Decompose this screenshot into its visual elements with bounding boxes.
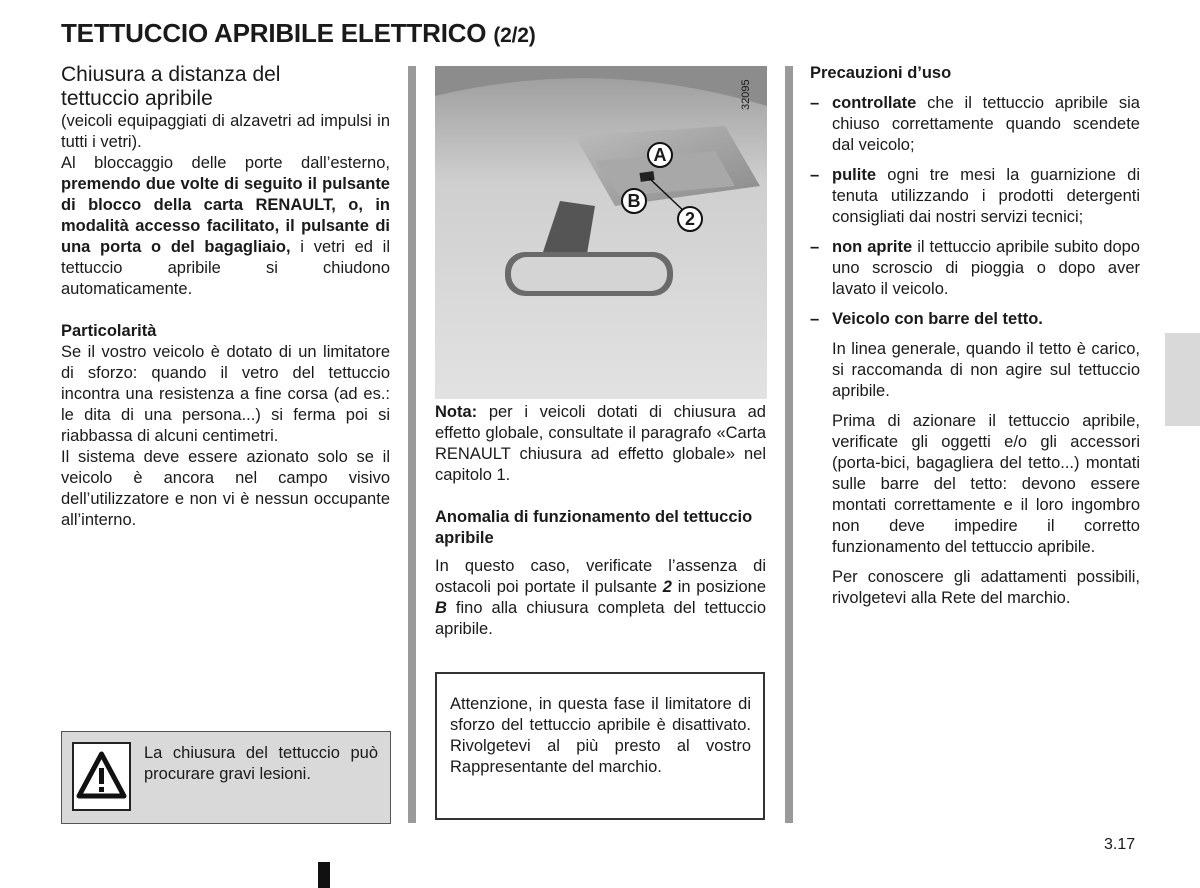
anomalia-text-c: fino alla chiusura completa del tettuccio apribile. xyxy=(435,599,766,638)
page-title xyxy=(61,18,536,49)
precaution-2-text: ogni tre mesi la guarnizione di tenuta utilizzando i prodotti detergenti consigliati dai nostri servizi tecnici; xyxy=(832,166,1140,226)
section-heading-line2: tettuccio apribile xyxy=(61,87,213,110)
anomalia-text-a: In questo caso, verificate l’assenza di ostacoli poi portate il pulsante xyxy=(435,557,766,596)
callout-a: A xyxy=(647,142,673,168)
anomalia-text-b: in posizione xyxy=(671,578,766,596)
sunroof-control-photo xyxy=(435,66,767,399)
right-column xyxy=(810,63,1140,609)
page-number: 3.17 xyxy=(1104,836,1136,853)
precaution-item-1 xyxy=(810,93,1140,156)
dash-bullet: – xyxy=(810,310,820,328)
system-paragraph: Il sistema deve essere azionato solo se il veicolo è ancora nel campo visivo dell’utilizzatore e non vi è nessun occupante all’interno. xyxy=(61,448,390,529)
warning-text: La chiusura del tettuccio può procurare gravi lesioni. xyxy=(144,744,378,783)
image-code: 32095 xyxy=(740,79,752,110)
warning-triangle-icon xyxy=(72,742,131,811)
attention-box xyxy=(435,672,765,820)
dash-bullet: – xyxy=(810,166,820,184)
limiter-paragraph: Se il vostro veicolo è dotato di un limitatore di sforzo: quando il vetro del tettuccio incontra una resistenza a fine corsa (ad es.: le dita di una persona...) si ferma poi si riabbassa di alcuni centimetri. xyxy=(61,343,390,445)
left-column xyxy=(61,63,390,531)
middle-column-text xyxy=(435,402,766,640)
locking-text-b: i vetri ed il tettuccio apribile si chiudono automaticamente. xyxy=(61,238,390,298)
page-title-text: TETTUCCIO APRIBILE ELETTRICO xyxy=(61,18,487,48)
print-registration-mark xyxy=(318,862,330,888)
section-heading xyxy=(61,63,390,111)
precaution-4-bold: Veicolo con barre del tetto. xyxy=(832,310,1043,328)
precaution-2-bold: pulite xyxy=(832,166,876,184)
locking-text-a: Al bloccaggio delle porte dall’esterno, xyxy=(61,154,390,172)
nota-text: per i veicoli dotati di chiusura ad effetto globale, consultate il paragrafo «Carta RENAULT chiusura ad effetto globale» nel capitolo 1. xyxy=(435,403,766,484)
callout-b: B xyxy=(621,188,647,214)
precaution-3-bold: non aprite xyxy=(832,238,913,256)
roof-bars-para-3: Per conoscere gli adattamenti possibili, rivolgetevi alla Rete del marchio. xyxy=(832,568,1140,607)
callout-2: 2 xyxy=(677,206,703,232)
column-divider-left xyxy=(408,66,416,823)
attention-text: Attenzione, in questa fase il limitatore di sforzo del tettuccio apribile è disattivato. Rivolgetevi al più presto al vostro Rappresentante del marchio. xyxy=(450,695,751,776)
anomalia-button-number: 2 xyxy=(662,578,672,596)
precautions-heading: Precauzioni d’uso xyxy=(810,64,952,82)
precaution-3-text: il tettuccio apribile subito dopo uno scroscio di pioggia o dopo aver lavato il veicolo. xyxy=(832,238,1140,298)
photo-illustration xyxy=(435,66,767,399)
locking-paragraph xyxy=(61,153,390,300)
dash-bullet: – xyxy=(810,238,820,256)
dash-bullet: – xyxy=(810,94,820,112)
section-heading-line1: Chiusura a distanza del xyxy=(61,63,281,86)
precaution-item-2 xyxy=(810,165,1140,228)
vehicle-note: (veicoli equipaggiati di alzavetri ad impulsi in tutti i vetri). xyxy=(61,112,390,151)
anomalia-position: B xyxy=(435,599,447,617)
precaution-1-bold: controllate xyxy=(832,94,917,112)
nota-label: Nota: xyxy=(435,403,478,421)
particolarita-heading: Particolarità xyxy=(61,322,157,340)
roof-bars-para-1: In linea generale, quando il tetto è carico, si raccomanda di non agire sul tettuccio apribile. xyxy=(832,340,1140,400)
warning-triangle-svg xyxy=(74,744,129,809)
roof-bars-para-2: Prima di azionare il tettuccio apribile, verificate gli oggetti e/o gli accessori (porta-bici, bagagliera del tetto...) montati sulle barre del tetto: devono essere montati correttamente e il loro ingombro non deve impedire il corretto funzionamento del tettuccio apribile. xyxy=(832,412,1140,556)
anomalia-paragraph xyxy=(435,556,766,640)
precaution-item-4 xyxy=(810,309,1140,330)
locking-text-bold: premendo due volte di seguito il pulsante di blocco della carta RENAULT, o, in modalità accesso facilitato, il pulsante di una porta o del bagagliaio, xyxy=(61,175,390,256)
nota-paragraph xyxy=(435,402,766,486)
precaution-1-text: che il tettuccio apribile sia chiuso correttamente quando scendete dal veicolo; xyxy=(832,94,1140,154)
warning-box xyxy=(61,731,391,824)
column-divider-right xyxy=(785,66,793,823)
page-title-suffix: (2/2) xyxy=(493,24,536,47)
precaution-item-3 xyxy=(810,237,1140,300)
section-tab xyxy=(1165,333,1200,426)
anomalia-heading: Anomalia di funzionamento del tettuccio apribile xyxy=(435,508,753,547)
